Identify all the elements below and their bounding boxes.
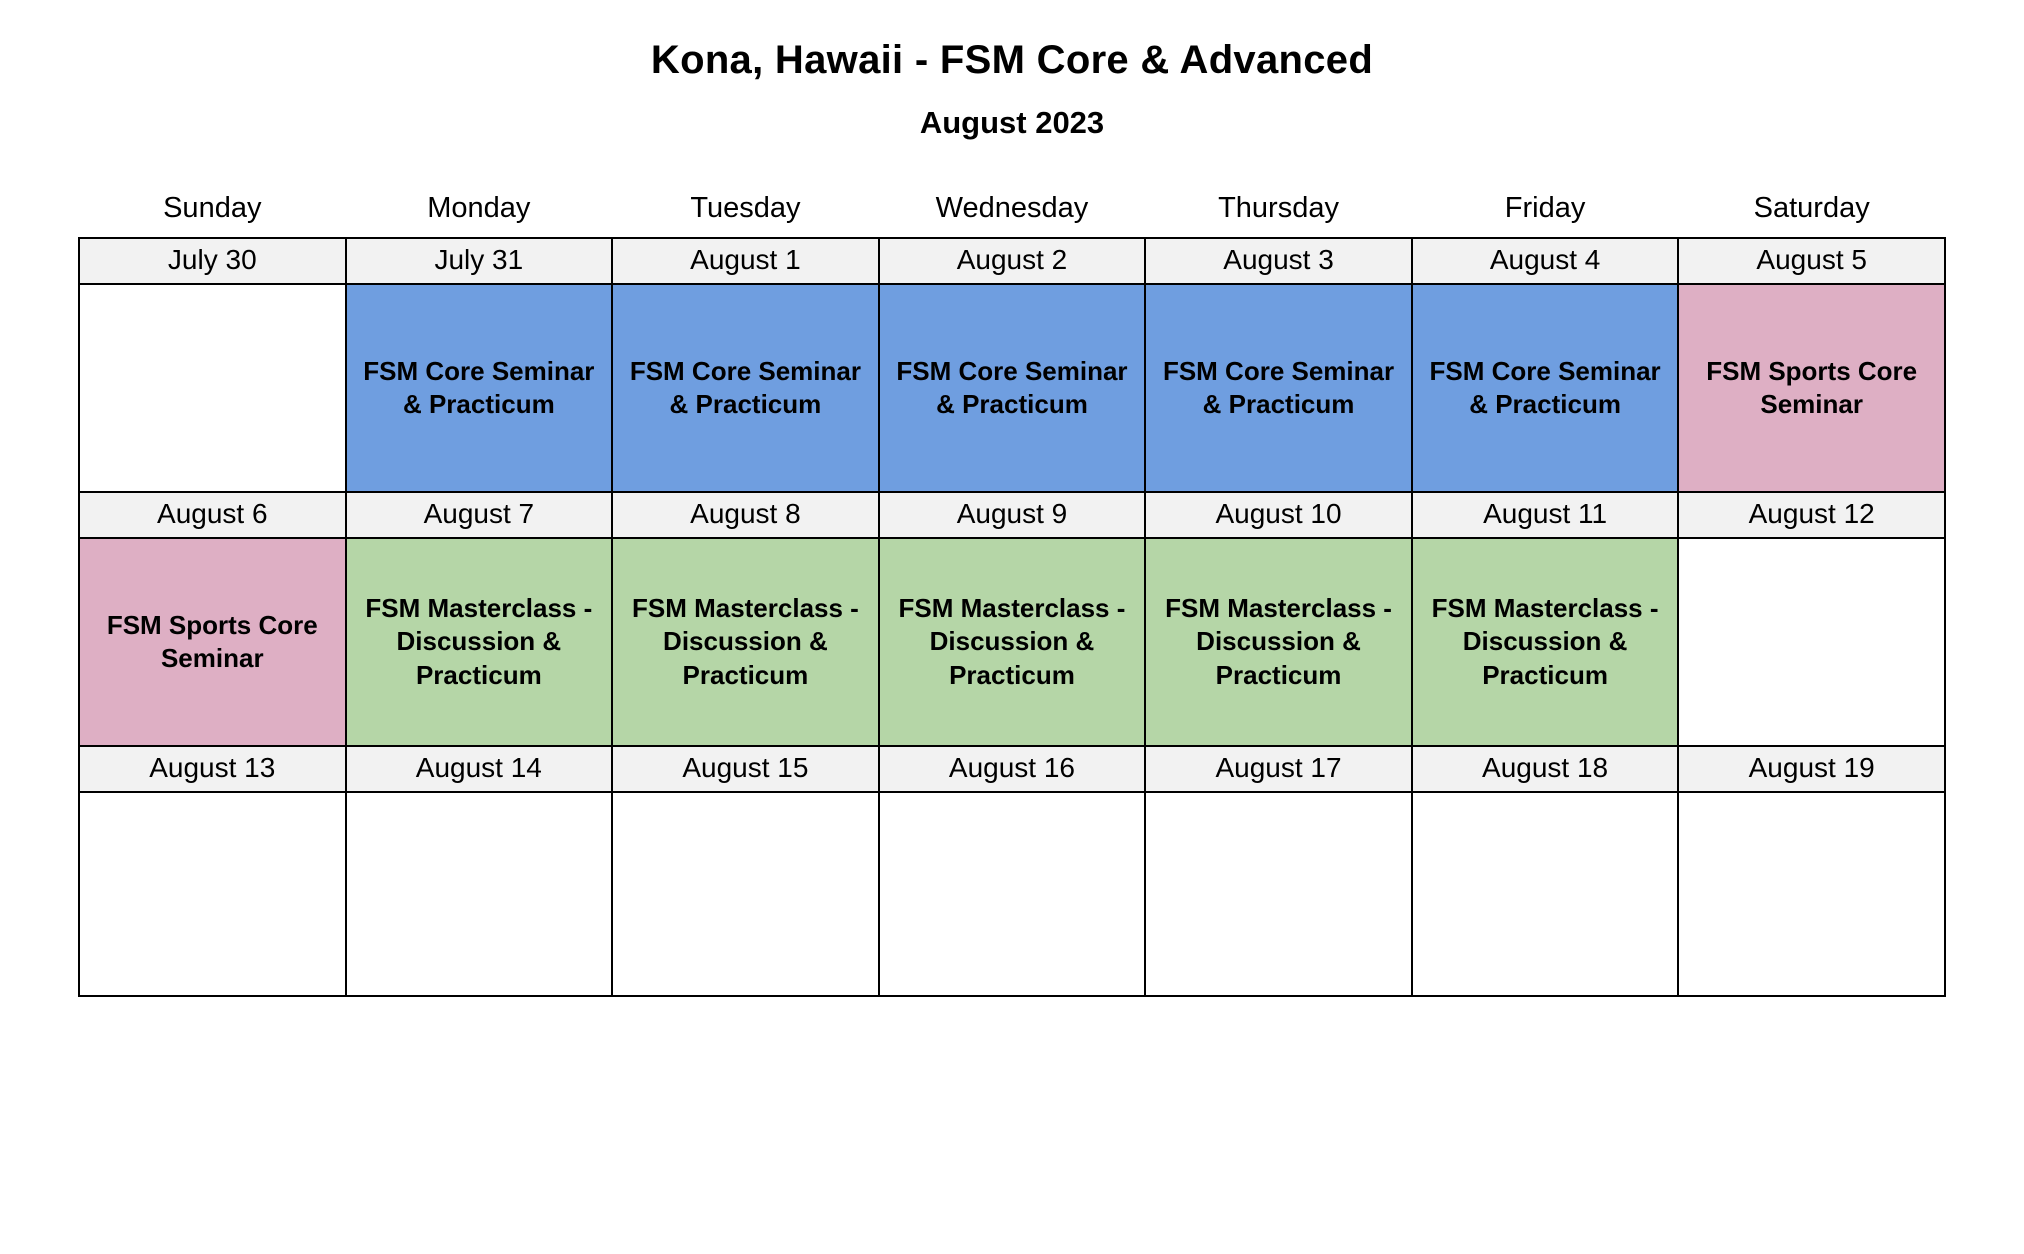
date-cell: July 30 (79, 238, 346, 284)
event-cell: FSM Masterclass - Discussion & Practicum (612, 538, 879, 746)
date-cell: August 3 (1145, 238, 1412, 284)
event-cell: FSM Core Seminar & Practicum (346, 284, 613, 492)
week-1-date-row (79, 238, 1945, 284)
date-cell: August 18 (1412, 746, 1679, 792)
day-of-week-tuesday: Tuesday (690, 192, 801, 224)
page-subtitle: August 2023 (919, 105, 1105, 140)
week-2-event-row (79, 538, 1945, 746)
event-cell: FSM Core Seminar & Practicum (1412, 284, 1679, 492)
date-cell: August 7 (346, 492, 613, 538)
event-cell (79, 284, 346, 492)
event-cell (79, 792, 346, 996)
event-cell (1145, 792, 1412, 996)
event-cell: FSM Sports Core Seminar (79, 538, 346, 746)
week-3-date-row (79, 746, 1945, 792)
event-cell (1678, 538, 1945, 746)
date-cell: August 4 (1412, 238, 1679, 284)
event-cell: FSM Sports Core Seminar (1678, 284, 1945, 492)
week-3-event-row (79, 792, 1945, 996)
week-1-event-row (79, 284, 1945, 492)
event-cell (879, 792, 1146, 996)
event-cell: FSM Masterclass - Discussion & Practicum (1412, 538, 1679, 746)
event-cell: FSM Masterclass - Discussion & Practicum (346, 538, 613, 746)
date-cell: August 5 (1678, 238, 1945, 284)
week-2-date-row (79, 492, 1945, 538)
event-cell: FSM Core Seminar & Practicum (1145, 284, 1412, 492)
date-cell: August 1 (612, 238, 879, 284)
event-cell: FSM Core Seminar & Practicum (612, 284, 879, 492)
event-cell: FSM Core Seminar & Practicum (879, 284, 1146, 492)
date-cell: August 8 (612, 492, 879, 538)
date-cell: August 15 (612, 746, 879, 792)
event-cell: FSM Masterclass - Discussion & Practicum (879, 538, 1146, 746)
date-cell: August 12 (1678, 492, 1945, 538)
date-cell: August 9 (879, 492, 1146, 538)
calendar-page (0, 38, 2024, 1254)
date-cell: August 13 (79, 746, 346, 792)
day-of-week-monday: Monday (427, 192, 531, 224)
date-cell: August 6 (79, 492, 346, 538)
date-cell: August 17 (1145, 746, 1412, 792)
page-title: Kona, Hawaii - FSM Core & Advanced (650, 38, 1374, 82)
day-of-week-wednesday: Wednesday (935, 192, 1089, 224)
day-of-week-saturday: Saturday (1753, 192, 1870, 224)
calendar-table (78, 191, 1946, 997)
day-of-week-sunday: Sunday (163, 192, 262, 224)
event-cell (1678, 792, 1945, 996)
date-cell: July 31 (346, 238, 613, 284)
day-of-week-header-row (79, 191, 1945, 238)
event-cell (612, 792, 879, 996)
day-of-week-friday: Friday (1504, 192, 1586, 224)
date-cell: August 11 (1412, 492, 1679, 538)
event-cell: FSM Masterclass - Discussion & Practicum (1145, 538, 1412, 746)
date-cell: August 2 (879, 238, 1146, 284)
day-of-week-thursday: Thursday (1218, 192, 1339, 224)
date-cell: August 14 (346, 746, 613, 792)
date-cell: August 16 (879, 746, 1146, 792)
event-cell (1412, 792, 1679, 996)
event-cell (346, 792, 613, 996)
date-cell: August 10 (1145, 492, 1412, 538)
date-cell: August 19 (1678, 746, 1945, 792)
